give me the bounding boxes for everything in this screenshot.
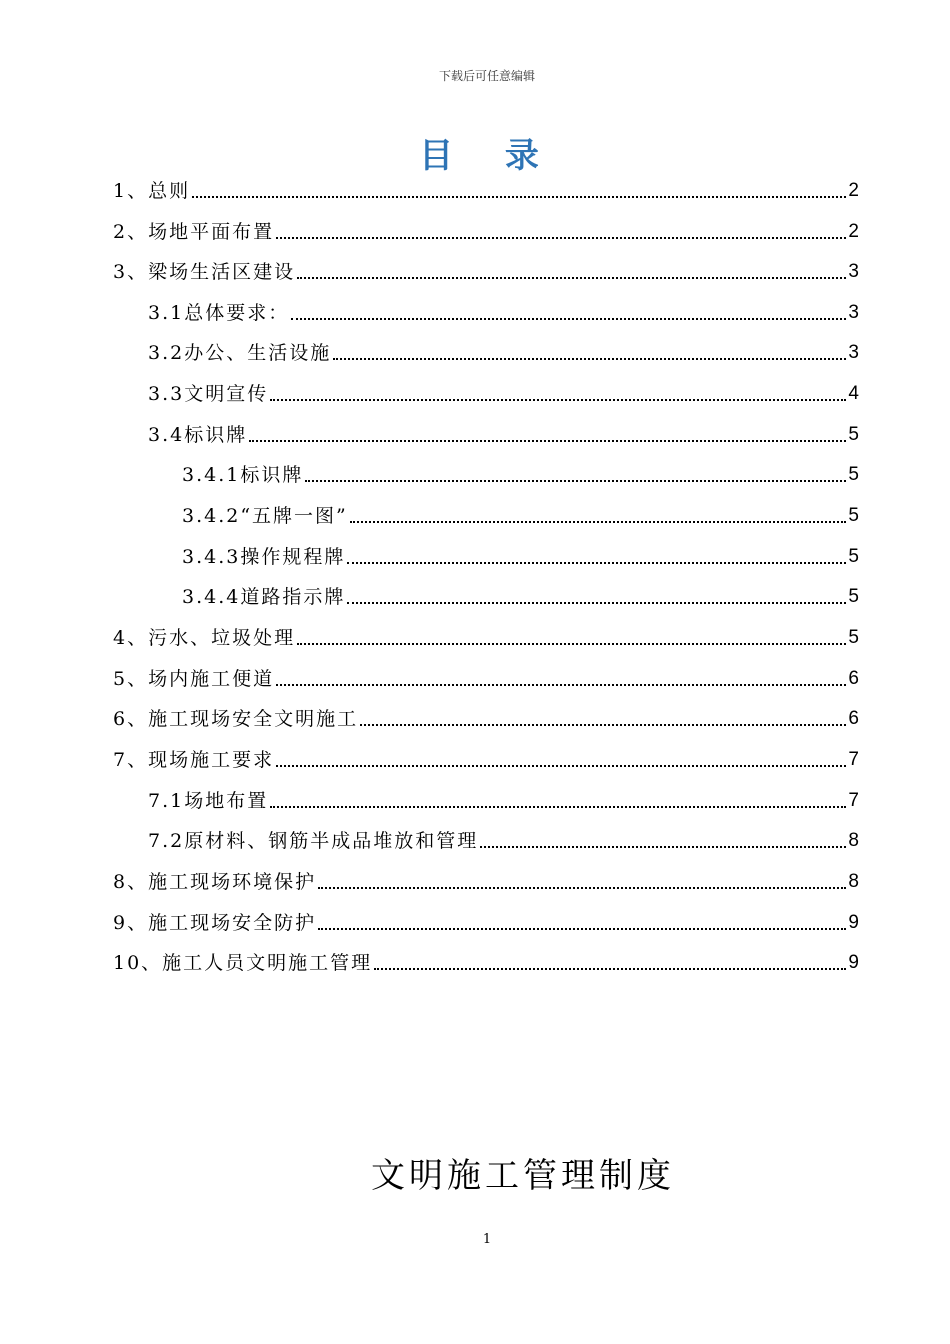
toc-entry-label: 3.4.2“五牌一图” (182, 505, 348, 527)
toc-entry-page: 5 (848, 546, 859, 567)
toc-entry-page: 9 (848, 912, 859, 933)
dot-leader (350, 521, 847, 523)
toc-entry[interactable] (182, 542, 859, 572)
toc-entry[interactable] (113, 704, 859, 734)
dot-leader (297, 643, 846, 645)
toc-entry-label: 3.2办公、生活设施 (148, 342, 332, 364)
toc-entry-label: 5、场内施工便道 (113, 668, 275, 690)
toc-entry-label: 8、施工现场环境保护 (113, 871, 317, 893)
toc-title: 目 录 (419, 136, 559, 176)
toc-entry-page: 7 (848, 790, 859, 811)
toc-entry[interactable] (113, 176, 859, 206)
dot-leader (305, 480, 846, 482)
toc-entry[interactable] (182, 582, 859, 612)
toc-entry-label: 1、总则 (113, 180, 191, 202)
toc-entry-page: 5 (848, 627, 859, 648)
toc-entry-label: 3.4.1标识牌 (182, 464, 304, 486)
dot-leader (270, 399, 846, 401)
toc-entry-label: 3.4.3操作规程牌 (182, 546, 346, 568)
toc-entry-label: 4、污水、垃圾处理 (113, 627, 296, 649)
toc-entry[interactable] (148, 379, 859, 409)
dot-leader (192, 196, 846, 198)
dot-leader (333, 358, 846, 360)
toc-entry-label: 7、现场施工要求 (113, 749, 275, 771)
toc-entry-page: 2 (848, 221, 859, 242)
toc-entry-page: 8 (848, 830, 859, 851)
toc-entry[interactable] (113, 217, 859, 247)
dot-leader (291, 318, 846, 320)
toc-entry[interactable] (148, 786, 859, 816)
toc-entry[interactable] (113, 664, 859, 694)
dot-leader (276, 237, 846, 239)
dot-leader (249, 440, 846, 442)
toc-entry[interactable] (113, 745, 859, 775)
toc-entry-page: 6 (848, 708, 859, 729)
toc-entry-label: 3.3文明宣传 (148, 383, 269, 405)
toc-entry[interactable] (113, 867, 859, 897)
document-title: 文明施工管理制度 (371, 1156, 675, 1196)
toc-entry[interactable] (182, 501, 859, 531)
toc-entry-label: 3.4.4道路指示牌 (182, 586, 346, 608)
dot-leader (318, 887, 846, 889)
toc-entry-label: 10、施工人员文明施工管理 (113, 952, 373, 974)
toc-entry[interactable] (148, 338, 859, 368)
dot-leader (318, 928, 846, 930)
dot-leader (347, 562, 846, 564)
toc-entry-page: 5 (848, 505, 859, 526)
toc-entry-label: 9、施工现场安全防护 (113, 912, 317, 934)
dot-leader (276, 765, 846, 767)
page-number: 1 (482, 1232, 492, 1247)
toc-entry[interactable] (113, 948, 859, 978)
toc-entry-page: 5 (848, 424, 859, 445)
toc-entry-page: 3 (848, 261, 859, 282)
toc-entry-label: 3.4标识牌 (148, 424, 248, 446)
toc-entry-page: 8 (848, 871, 859, 892)
toc-entry-page: 7 (848, 749, 859, 770)
toc-entry-label: 7.2原材料、钢筋半成品堆放和管理 (148, 830, 479, 852)
toc-entry-label: 3、梁场生活区建设 (113, 261, 296, 283)
toc-entry-label: 2、场地平面布置 (113, 221, 275, 243)
toc-entry[interactable] (182, 460, 859, 490)
toc-entry-label: 3.1总体要求： (148, 302, 290, 324)
toc-entry[interactable] (148, 420, 859, 450)
toc-entry[interactable] (113, 257, 859, 287)
dot-leader (276, 684, 846, 686)
toc-entry-page: 5 (848, 586, 859, 607)
toc-entry[interactable] (113, 623, 859, 653)
toc-entry-page: 4 (848, 383, 859, 404)
toc-entry-page: 2 (848, 180, 859, 201)
toc-entry-page: 5 (848, 464, 859, 485)
dot-leader (297, 277, 846, 279)
toc-entry[interactable] (148, 826, 859, 856)
dot-leader (374, 968, 846, 970)
dot-leader (480, 846, 846, 848)
toc-entry[interactable] (113, 908, 859, 938)
toc-entry-label: 6、施工现场安全文明施工 (113, 708, 359, 730)
toc-entry-page: 3 (848, 302, 859, 323)
dot-leader (360, 724, 846, 726)
toc-entry[interactable] (148, 298, 859, 328)
dot-leader (270, 806, 846, 808)
toc-entry-page: 9 (848, 952, 859, 973)
toc-entry-page: 3 (848, 342, 859, 363)
header-note: 下载后可任意编辑 (438, 69, 535, 83)
toc-entry-page: 6 (848, 668, 859, 689)
toc-entry-label: 7.1场地布置 (148, 790, 269, 812)
dot-leader (347, 602, 846, 604)
